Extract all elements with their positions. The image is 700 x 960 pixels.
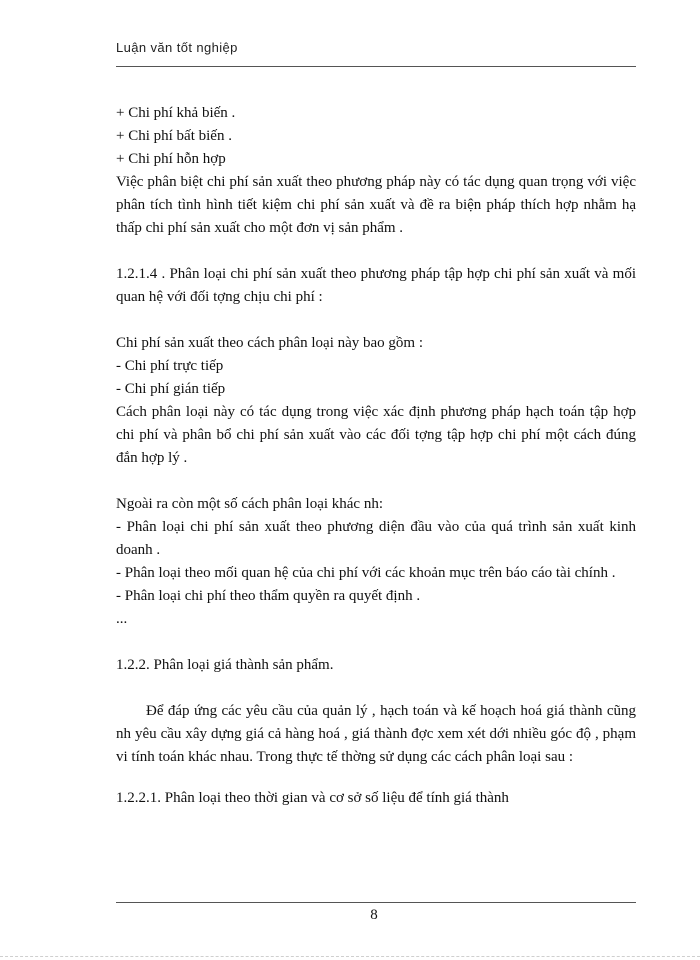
list-item: - Chi phí trực tiếp [116,358,224,374]
page-edge-divider [0,956,700,957]
header-divider [116,66,636,67]
list-item: - Phân loại theo mối quan hệ của chi phí với các khoản mục trên báo cáo tài chính . [116,565,616,581]
list-item: + Chi phí bất biến . [116,128,232,144]
section-heading: 1.2.2.1. Phân loại theo thời gian và cơ sở số liệu để tính giá thành [116,790,509,806]
spacer [116,631,636,654]
spacer [116,769,636,787]
page-header-title: Luận văn tốt nghiệp [116,40,238,55]
spacer [116,470,636,493]
page-number: 8 [370,907,378,923]
paragraph: Ngoài ra còn một số cách phân loại khác nh: [116,496,383,512]
list-item: - Chi phí gián tiếp [116,381,226,397]
list-item: + Chi phí hỗn hợp [116,151,226,167]
list-item: - Phân loại chi phí sản xuất theo phương diện đầu vào của quá trình sản xuất kinh doanh . [116,519,636,558]
section-heading: 1.2.1.4 . Phân loại chi phí sản xuất theo phương pháp tập hợp chi phí sản xuất và mối quan hệ với đối tợng chịu chi phí : [116,266,636,305]
paragraph: Để đáp ứng các yêu cầu của quản lý , hạch toán và kế hoạch hoá giá thành cũng nh yêu cầu xây dựng giá cả hàng hoá , giá thành đợc xem xét dới nhiều góc độ , phạm vi tính toán khác nhau. Trong thực tế thờng sử dụng các cách phân loại sau : [116,703,636,765]
paragraph: Cách phân loại này có tác dụng trong việc xác định phương pháp hạch toán tập hợp chi phí và phân bổ chi phí sản xuất vào các đối tợng tập hợp chi phí một cách đúng đắn hợp lý . [116,404,636,466]
list-item: + Chi phí khả biến . [116,105,236,121]
document-body [116,102,636,810]
spacer [116,309,636,332]
footer-divider [116,902,636,903]
spacer [116,240,636,263]
ellipsis: ... [116,611,128,627]
list-item: - Phân loại chi phí theo thẩm quyền ra quyết định . [116,588,421,604]
spacer [116,677,636,700]
paragraph: Việc phân biệt chi phí sản xuất theo phương pháp này có tác dụng quan trọng với việc phân tích tình hình tiết kiệm chi phí sản xuất và đề ra biện pháp thích hợp nhằm hạ thấp chi phí sản xuất cho một đơn vị sản phẩm . [116,174,636,236]
section-heading: 1.2.2. Phân loại giá thành sản phẩm. [116,657,334,673]
paragraph: Chi phí sản xuất theo cách phân loại này bao gồm : [116,335,424,351]
